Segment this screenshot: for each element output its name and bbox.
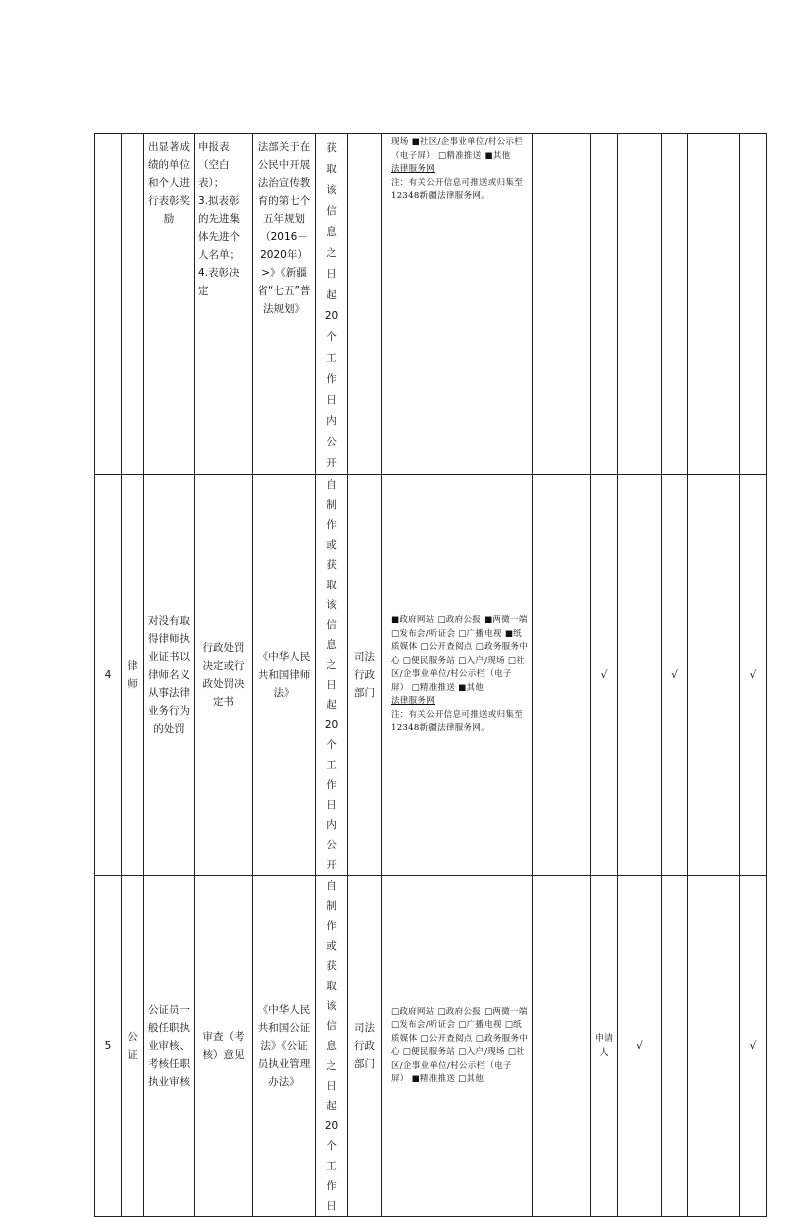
time-limit-cell: 自制作或获取该信息之日起20个工作日内公开 <box>316 475 348 876</box>
time-limit-cell: 获取该信息之日起20个工作日内公开 <box>316 134 348 475</box>
time-limit-cell: 自制作或获取该信息之日起20个工作日 <box>316 876 348 1217</box>
category-cell: 律师 <box>122 475 144 876</box>
check-cell-3: √ <box>618 876 662 1217</box>
check-cell-4 <box>662 134 688 475</box>
check-cell-3 <box>618 134 662 475</box>
item-cell: 对没有取得律师执业证书以律师名义从事法律业务行为的处罚 <box>144 475 195 876</box>
law-cell: 《中华人民共和国公证法》《公证员执业管理办法》 <box>253 876 316 1217</box>
channels-note: 注：有关公开信息可推送或归集至12348新疆法律服务网。 <box>391 709 524 734</box>
check-cell-5 <box>688 876 740 1217</box>
check-cell-2: 申请人 <box>591 876 618 1217</box>
law-cell: 法部关于在公民中开展法治宣传教育的第七个五年规划（2016－2020年）>》《新疆省“七五”普法规划》 <box>253 134 316 475</box>
channels-note: 注：有关公开信息可推送或归集至12348新疆法律服务网。 <box>391 177 524 201</box>
channels-cell <box>382 475 533 876</box>
check-cell-6: √ <box>740 876 767 1217</box>
row-number <box>95 134 122 475</box>
check-cell-4: √ <box>662 475 688 876</box>
channels-text: ■政府网站 □政府公报 ■两微一端 □发布会/听证会 □广播电视 ■纸质媒体 □公开查阅点 □政务服务中心 □便民服务站 □入户/现场 □社区/企事业单位/村公示栏（电子屏） □精准推送 ■其他 <box>391 615 529 693</box>
channels-cell <box>382 134 533 475</box>
check-cell-5 <box>688 475 740 876</box>
check-cell-2: √ <box>591 475 618 876</box>
category-cell: 公证 <box>122 876 144 1217</box>
check-cell-1 <box>533 876 591 1217</box>
table-row <box>95 475 767 876</box>
table-row <box>95 876 767 1217</box>
basis-cell: 行政处罚决定或行政处罚决定书 <box>195 475 253 876</box>
check-cell-3 <box>618 475 662 876</box>
table-row <box>95 134 767 475</box>
check-cell-4 <box>662 876 688 1217</box>
channels-cell <box>382 876 533 1217</box>
basis-cell: 审查（考核）意见 <box>195 876 253 1217</box>
channels-text: 现场 ■社区/企事业单位/村公示栏（电子屏） □精准推送 ■其他 <box>391 137 524 161</box>
row-number: 4 <box>95 475 122 876</box>
check-cell-5 <box>688 134 740 475</box>
item-cell: 出显著成绩的单位和个人进行表彰奖励 <box>144 134 195 475</box>
channels-link[interactable]: 法律服务网 <box>391 164 436 174</box>
law-cell: 《中华人民共和国律师法》 <box>253 475 316 876</box>
check-cell-6 <box>740 134 767 475</box>
check-cell-1 <box>533 475 591 876</box>
check-cell-1 <box>533 134 591 475</box>
subject-cell: 司法行政部门 <box>348 876 382 1217</box>
basis-cell: 申报表（空白表）； 3.拟表彰的先进集体先进个人名单； 4.表彰决定 <box>195 134 253 475</box>
row-number: 5 <box>95 876 122 1217</box>
channels-link[interactable]: 法律服务网 <box>391 696 436 707</box>
item-cell: 公证员一般任职执业审核、考核任职执业审核 <box>144 876 195 1217</box>
subject-cell: 司法行政部门 <box>348 475 382 876</box>
subject-cell <box>348 134 382 475</box>
disclosure-table <box>94 133 767 1217</box>
category-cell <box>122 134 144 475</box>
check-cell-6: √ <box>740 475 767 876</box>
check-cell-2 <box>591 134 618 475</box>
channels-text: □政府网站 □政府公报 □两微一端 □发布会/听证会 □广播电视 □纸质媒体 □公开查阅点 □政务服务中心 □便民服务站 □入户/现场 □社区/企事业单位/村公示栏（电子屏） ■精准推送 □其他 <box>391 1006 529 1084</box>
